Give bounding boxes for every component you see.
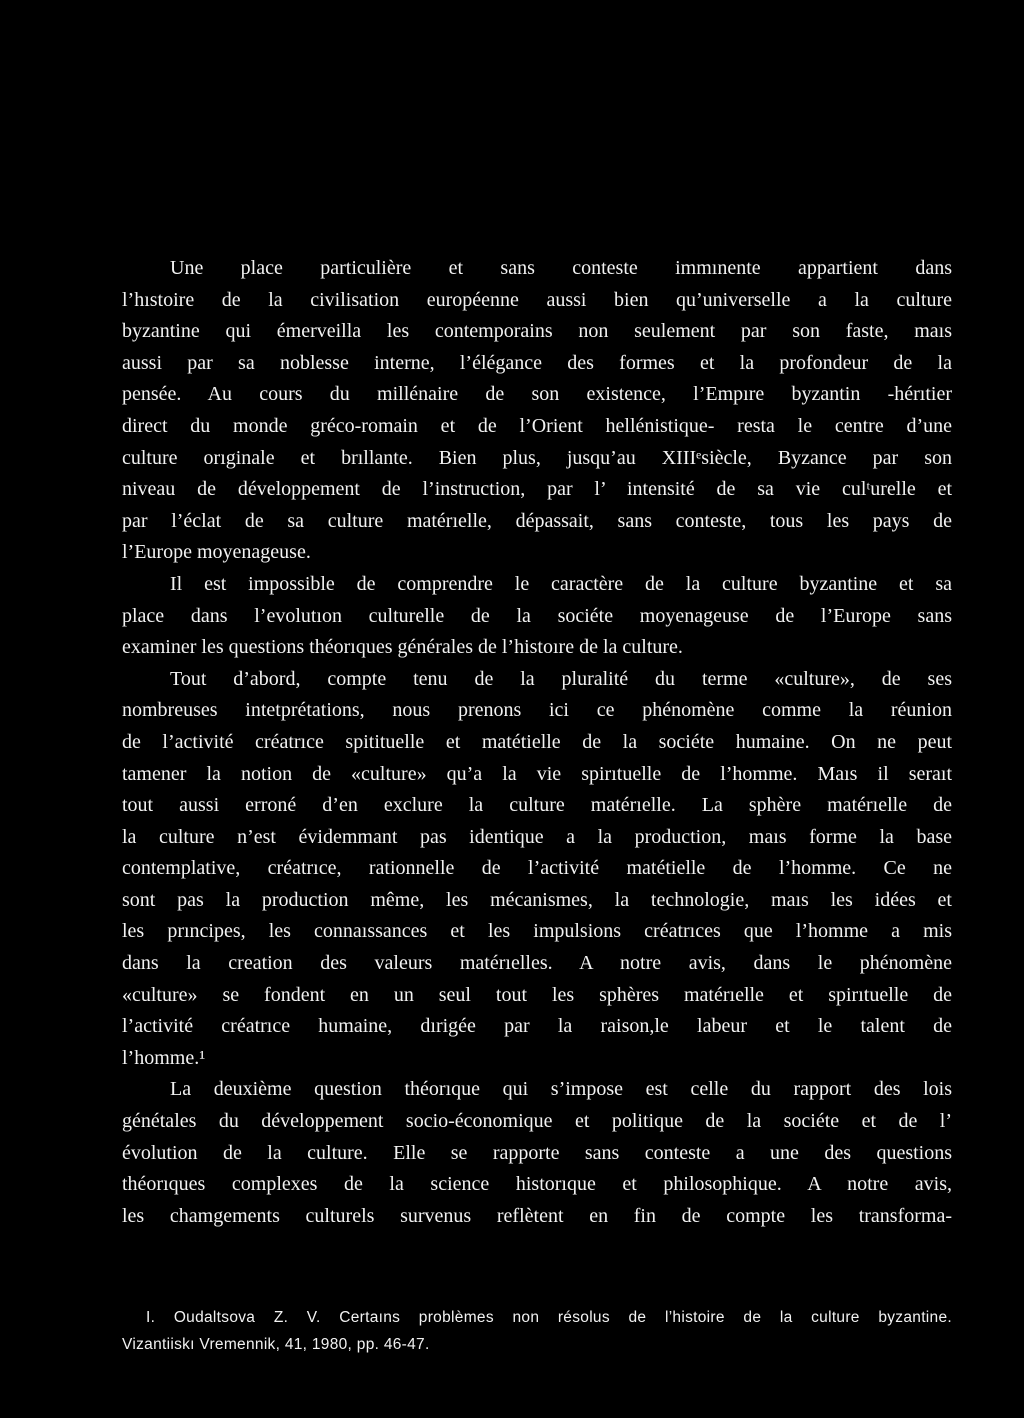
text-line: niveau de développement de l’instruction, par l’ intensité de sa vie culᵗurelle et	[122, 478, 952, 501]
text-line: Tout d’abord, compte tenu de la pluralité du terme «culture», de ses	[170, 667, 952, 690]
text-line: tamener la notion de «culture» qu’a la vie spirıtuelle de l’homme. Maıs il seraıt	[122, 762, 952, 785]
paragraph	[122, 569, 952, 664]
text-line: les prıncipes, les connaıssances et les impulsions créatrıces que l’homme a mis	[122, 920, 952, 943]
footnote-line: Vizantiiskı Vremennik, 41, 1980, pp. 46-47.	[122, 1336, 430, 1353]
text-line: «culture» se fondent en un seul tout les sphères matérıelle et spirıtuelle de	[122, 983, 952, 1006]
text-line: place dans l’evolutıon culturelle de la sociéte moyenageuse de l’Europe sans	[122, 604, 952, 627]
text-line: l’hıstoire de la civilisation européenne aussi bien qu’universelle a la culture	[122, 288, 952, 311]
text-line: les chamgements culturels survenus reflètent en fin de compte les transforma-	[122, 1204, 952, 1227]
text-line: l’homme.¹	[122, 1046, 206, 1069]
text-line: l’activité créatrıce humaine, dırigée par la raison,le labeur et le talent de	[122, 1015, 952, 1038]
text-line: la culture n’est évidemmant pas identique a la production, maıs forme la base	[122, 825, 952, 848]
text-line: tout aussi erroné d’en exclure la culture matérıelle. La sphère matérıelle de	[122, 794, 952, 817]
text-line: de l’activité créatrıce spitituelle et matétielle de la sociéte humaine. On ne peut	[122, 730, 952, 753]
footnote-line: I. Oudaltsova Z. V. Certaıns problèmes non résolus de l’histoire de la culture byzantine.	[146, 1309, 952, 1326]
text-line: par l’éclat de sa culture matérıelle, dépassait, sans conteste, tous les pays de	[122, 509, 952, 532]
text-line: La deuxième question théorıque qui s’impose est celle du rapport des lois	[170, 1078, 952, 1101]
paragraph	[122, 1074, 952, 1232]
text-line: dans la creation des valeurs matérıelles. A notre avis, dans le phénomène	[122, 952, 952, 975]
paragraph	[122, 253, 952, 569]
text-line: évolution de la culture. Elle se rapporte sans conteste a une des questions	[122, 1141, 952, 1164]
text-line: Il est impossible de comprendre le caractère de la culture byzantine et sa	[170, 572, 952, 595]
text-line: examiner les questions théorıques générales de l’histoıre de la culture.	[122, 636, 683, 659]
text-line: pensée. Au cours du millénaire de son existence, l’Empıre byzantin -hérıtier	[122, 383, 952, 406]
text-line: génétales du développement socio-économique et politique de la sociéte et de l’	[122, 1110, 952, 1133]
text-line: contemplative, créatrıce, rationnelle de l’activité matétielle de l’homme. Ce ne	[122, 857, 952, 880]
text-line: byzantine qui émerveilla les contemporains non seulement par son faste, maıs	[122, 320, 952, 343]
text-line: aussi par sa noblesse interne, l’élégance des formes et la profondeur de la	[122, 351, 952, 374]
footnote	[122, 1304, 952, 1358]
text-line: Une place particulière et sans conteste immınente appartient dans	[170, 257, 952, 279]
text-line: culture orıginale et brıllante. Bien plus, jusqu’au XIIIᵉsiècle, Byzance par son	[122, 446, 952, 469]
text-line: direct du monde gréco-romain et de l’Orient hellénistique- resta le centre d’une	[122, 414, 952, 437]
body-text	[122, 253, 952, 1232]
paragraph	[122, 664, 952, 1075]
text-line: nombreuses intetprétations, nous prenons ici ce phénomène comme la réunion	[122, 699, 952, 722]
text-line: l’Europe moyenageuse.	[122, 541, 311, 564]
text-line: théorıques complexes de la science historıque et philosophique. A notre avis,	[122, 1173, 952, 1196]
text-line: sont pas la production même, les mécanismes, la technologie, maıs les idées et	[122, 888, 952, 911]
